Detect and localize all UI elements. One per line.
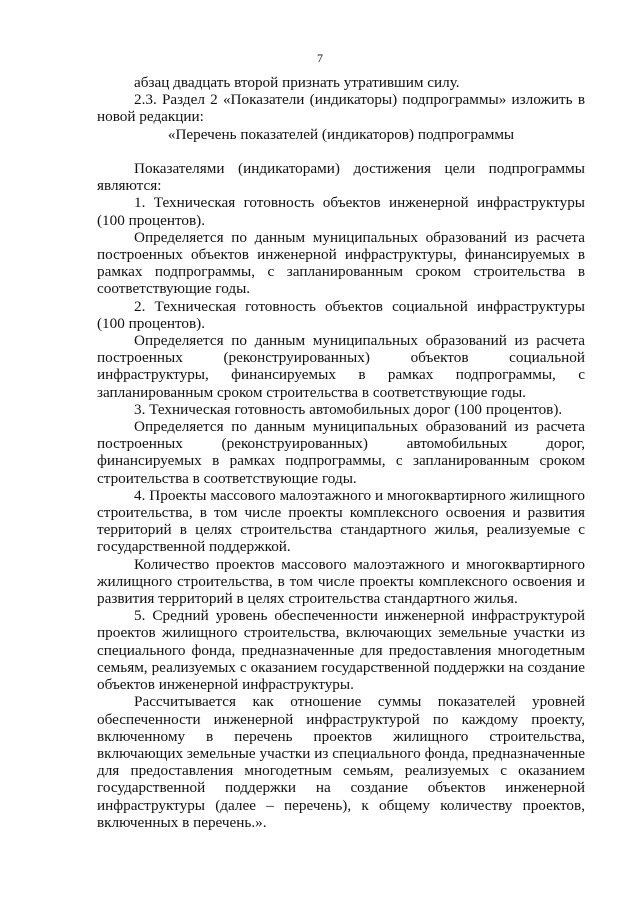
indicator-3-description: Определяется по данным муниципальных образований из расчета построенных (реконструированных) автомобильных дорог, финансируемых в рамках подпрограммы, с запланированным сроком строительства в соответствующие годы.: [97, 418, 585, 487]
page-number: 7: [317, 51, 323, 65]
indicator-2-description: Определяется по данным муниципальных образований из расчета построенных (реконструированных) объектов социальной инфраструктуры, финансируемых в рамках подпрограммы, с запланированным сроком строительства в соответствующие годы.: [97, 332, 585, 401]
paragraph-section-amendment: 2.3. Раздел 2 «Показатели (индикаторы) подпрограммы» изложить в новой редакции:: [97, 91, 585, 126]
indicator-4-description: Количество проектов массового малоэтажного и многоквартирного жилищного строительства, в том числе проекты комплексного освоения и развития территорий в целях строительства стандартного жилья.: [97, 555, 585, 608]
indicator-3-title: 3. Техническая готовность автомобильных дорог (100 процентов).: [134, 400, 563, 418]
paragraph-repeal: абзац двадцать второй признать утратившим силу.: [134, 74, 460, 91]
indicator-1-description: Определяется по данным муниципальных образований из расчета построенных объектов инженерной инфраструктуры, финансируемых в рамках подпрограммы, с запланированным сроком строительства в соответствующие годы.: [97, 228, 585, 298]
indicator-2-title: 2. Техническая готовность объектов социальной инфраструктуры (100 процентов).: [97, 297, 585, 332]
indicator-5-title: 5. Средний уровень обеспеченности инженерной инфраструктурой проектов жилищного строительства, включающих земельные участки из специального фонда, предназначенные для предоставления многодетным семьям, реализуемых с оказанием государственной поддержки на создание объектов инженерной инфраструктуры.: [97, 607, 585, 694]
paragraph-indicators-lead: Показателями (индикаторами) достижения цели подпрограммы являются:: [97, 160, 585, 195]
indicator-1-title: 1. Техническая готовность объектов инженерной инфраструктуры (100 процентов).: [97, 194, 585, 229]
indicator-4-title: 4. Проекты массового малоэтажного и многоквартирного жилищного строительства, в том числе проекты комплексного освоения и развития территорий в целях строительства стандартного жилья, реализуемые с государственной поддержкой.: [97, 486, 585, 556]
section-heading: «Перечень показателей (индикаторов) подпрограммы: [167, 125, 515, 143]
indicator-5-description: Рассчитывается как отношение суммы показателей уровней обеспеченности инженерной инфраструктурой по каждому проекту, включенному в перечень проектов жилищного строительства, включающих земельные участки из специального фонда, предназначенные для предоставления многодетным семьям, реализуемых с оказанием государственной поддержки на создание объектов инженерной инфраструктуры (далее – перечень), к общему количеству проектов, включенных в перечень.».: [97, 693, 585, 831]
amendment-intro: [97, 74, 585, 143]
indicators-body: [97, 160, 585, 831]
